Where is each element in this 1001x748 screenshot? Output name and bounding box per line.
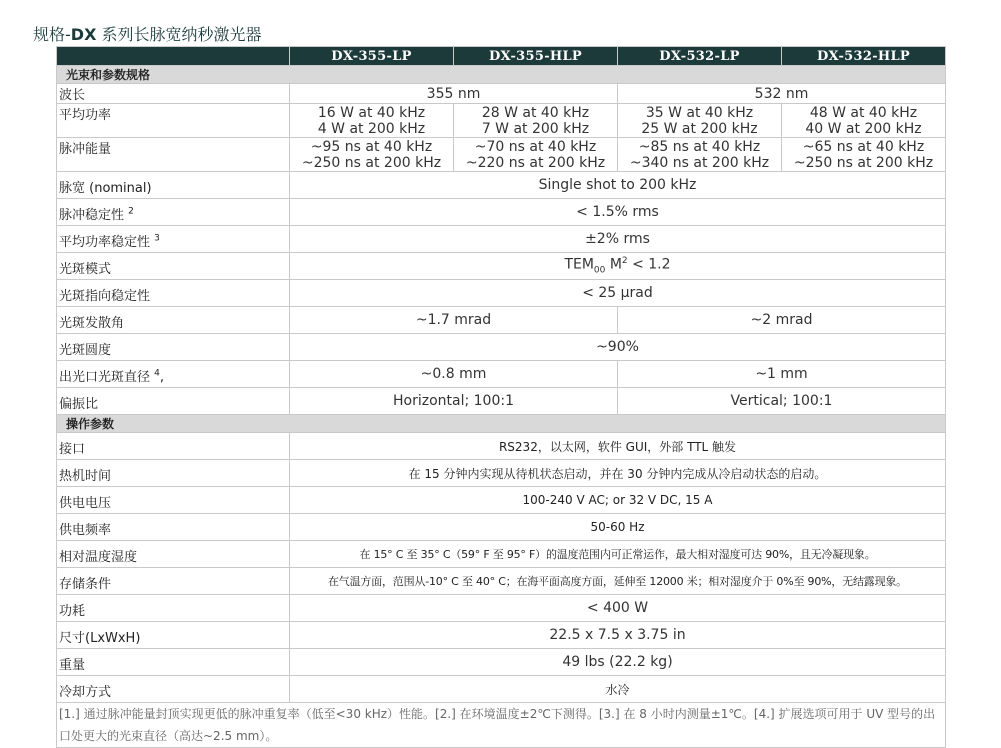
row-label-text: 平均功率稳定性 xyxy=(59,235,151,250)
table-row xyxy=(57,460,946,487)
cell-value xyxy=(454,138,618,172)
row-label: 脉冲能量 xyxy=(57,138,290,172)
section-row xyxy=(57,415,946,433)
cell-value xyxy=(618,104,782,138)
footnote-ref: 3 xyxy=(154,233,160,244)
cell-value: 在气温方面，范围从-10° C 至 40° C；在海平面高度方面，延伸至 12000 米；相对湿度介于 0%至 90%，无结露现象。 xyxy=(290,568,946,595)
cell-line: 28 W at 40 kHz xyxy=(481,104,590,121)
m-superscript: 2 xyxy=(621,256,628,267)
table-row xyxy=(57,433,946,460)
page-title xyxy=(33,22,262,45)
cell-value: < 400 W xyxy=(290,595,946,622)
cell-line: ~340 ns at 200 kHz xyxy=(629,154,770,171)
section-title-beam: 光束和参数规格 xyxy=(57,66,946,84)
table-row xyxy=(57,334,946,361)
cell-line: 35 W at 40 kHz xyxy=(645,104,754,121)
table-row xyxy=(57,622,946,649)
cell-line: ~250 ns at 200 kHz xyxy=(301,154,442,171)
cell-value: 在 15 分钟内实现从待机状态启动，并在 30 分钟内完成从冷启动状态的启动。 xyxy=(290,460,946,487)
row-label: 存储条件 xyxy=(57,568,290,595)
cell-value: ±2% rms xyxy=(290,226,946,253)
title-suffix: 系列长脉宽纳秒激光器 xyxy=(96,25,262,44)
cell-value: 水冷 xyxy=(290,676,946,703)
row-label: 平均功率 xyxy=(57,104,290,138)
header-corner xyxy=(57,47,290,66)
cell-line: 40 W at 200 kHz xyxy=(805,120,922,137)
table-row xyxy=(57,172,946,199)
m-text: M xyxy=(605,256,622,273)
row-label: 脉宽 (nominal) xyxy=(57,172,290,199)
cell-value: 在 15° C 至 35° C（59° F 至 95° F）的温度范围内可正常运作，最大相对湿度可达 90%，且无冷凝现象。 xyxy=(290,541,946,568)
spec-table xyxy=(56,46,946,748)
cell-value: ~1 mm xyxy=(618,361,946,388)
row-label: 重量 xyxy=(57,649,290,676)
section-row xyxy=(57,66,946,84)
table-header-row xyxy=(57,47,946,66)
cell-value: ~1.7 mrad xyxy=(290,307,618,334)
table-row xyxy=(57,138,946,172)
footnote-row xyxy=(57,703,946,748)
cell-line: 7 W at 200 kHz xyxy=(481,120,590,137)
table-row xyxy=(57,84,946,104)
table-row xyxy=(57,226,946,253)
row-label xyxy=(57,226,290,253)
column-header: DX-355-HLP xyxy=(454,47,618,66)
cell-line: ~65 ns at 40 kHz xyxy=(802,138,925,155)
cell-value xyxy=(290,104,454,138)
row-label: 接口 xyxy=(57,433,290,460)
table-row xyxy=(57,253,946,280)
table-row xyxy=(57,487,946,514)
cell-value: 22.5 x 7.5 x 3.75 in xyxy=(290,622,946,649)
cell-line: ~95 ns at 40 kHz xyxy=(310,138,433,155)
footnote: [1.] 通过脉冲能量封顶实现更低的脉冲重复率（低至<30 kHz）性能。[2.] 在环境温度±2℃下测得。[3.] 在 8 小时内测量±1℃。[4.] 扩展选项可用于 UV 型号的出口处更大的光束直径（高达~2.5 mm）。 xyxy=(57,703,946,748)
row-label-text: 脉冲稳定性 xyxy=(59,208,125,223)
cell-value: Vertical; 100:1 xyxy=(618,388,946,415)
row-label xyxy=(57,199,290,226)
row-label xyxy=(57,361,290,388)
table-row xyxy=(57,514,946,541)
row-label: 光斑模式 xyxy=(57,253,290,280)
row-label: 光斑圆度 xyxy=(57,334,290,361)
cell-line: 16 W at 40 kHz xyxy=(317,104,426,121)
cell-value: Horizontal; 100:1 xyxy=(290,388,618,415)
row-label: 功耗 xyxy=(57,595,290,622)
table-row xyxy=(57,676,946,703)
cell-value: < 1.5% rms xyxy=(290,199,946,226)
row-label: 尺寸(LxWxH) xyxy=(57,622,290,649)
row-label: 波长 xyxy=(57,84,290,104)
row-label: 相对温度湿度 xyxy=(57,541,290,568)
cell-value: 100-240 V AC; or 32 V DC, 15 A xyxy=(290,487,946,514)
title-model: DX xyxy=(70,25,97,44)
cell-value xyxy=(618,138,782,172)
tem-text: TEM xyxy=(564,256,594,273)
table-row xyxy=(57,104,946,138)
cell-value: < 25 μrad xyxy=(290,280,946,307)
row-label: 光斑指向稳定性 xyxy=(57,280,290,307)
row-label: 光斑发散角 xyxy=(57,307,290,334)
cell-value: 355 nm xyxy=(290,84,618,104)
cell-line: ~85 ns at 40 kHz xyxy=(638,138,761,155)
table-row xyxy=(57,541,946,568)
row-label: 偏振比 xyxy=(57,388,290,415)
cell-line: 48 W at 40 kHz xyxy=(809,104,918,121)
row-label-text: 出光口光斑直径 xyxy=(59,370,151,385)
tem-subscript: 00 xyxy=(593,265,606,276)
footnote-ref: 4 xyxy=(154,368,160,379)
cell-value xyxy=(782,104,946,138)
column-header: DX-532-LP xyxy=(618,47,782,66)
table-row xyxy=(57,307,946,334)
table-row xyxy=(57,280,946,307)
cell-value: 50-60 Hz xyxy=(290,514,946,541)
column-header: DX-532-HLP xyxy=(782,47,946,66)
row-label: 供电频率 xyxy=(57,514,290,541)
table-row xyxy=(57,199,946,226)
table-row xyxy=(57,388,946,415)
cell-value: 532 nm xyxy=(618,84,946,104)
cell-value: Single shot to 200 kHz xyxy=(290,172,946,199)
cell-value: ~90% xyxy=(290,334,946,361)
row-label: 热机时间 xyxy=(57,460,290,487)
cell-line: ~220 ns at 200 kHz xyxy=(465,154,606,171)
row-label: 冷却方式 xyxy=(57,676,290,703)
row-label: 供电电压 xyxy=(57,487,290,514)
section-title-operating: 操作参数 xyxy=(57,415,946,433)
cell-value: RS232，以太网，软件 GUI，外部 TTL 触发 xyxy=(290,433,946,460)
mode-value: < 1.2 xyxy=(627,256,671,273)
table-row xyxy=(57,568,946,595)
cell-value xyxy=(290,138,454,172)
footnote-ref: 2 xyxy=(128,206,134,217)
table-row xyxy=(57,361,946,388)
cell-value: 49 lbs (22.2 kg) xyxy=(290,649,946,676)
cell-line: ~70 ns at 40 kHz xyxy=(474,138,597,155)
cell-value xyxy=(290,253,946,280)
cell-value: ~0.8 mm xyxy=(290,361,618,388)
cell-value: ~2 mrad xyxy=(618,307,946,334)
title-prefix: 规格- xyxy=(33,25,71,44)
cell-line: ~250 ns at 200 kHz xyxy=(793,154,934,171)
cell-line: 25 W at 200 kHz xyxy=(641,120,758,137)
table-row xyxy=(57,649,946,676)
cell-value xyxy=(454,104,618,138)
label-suffix: , xyxy=(159,370,165,385)
column-header: DX-355-LP xyxy=(290,47,454,66)
cell-value xyxy=(782,138,946,172)
table-row xyxy=(57,595,946,622)
cell-line: 4 W at 200 kHz xyxy=(317,120,426,137)
